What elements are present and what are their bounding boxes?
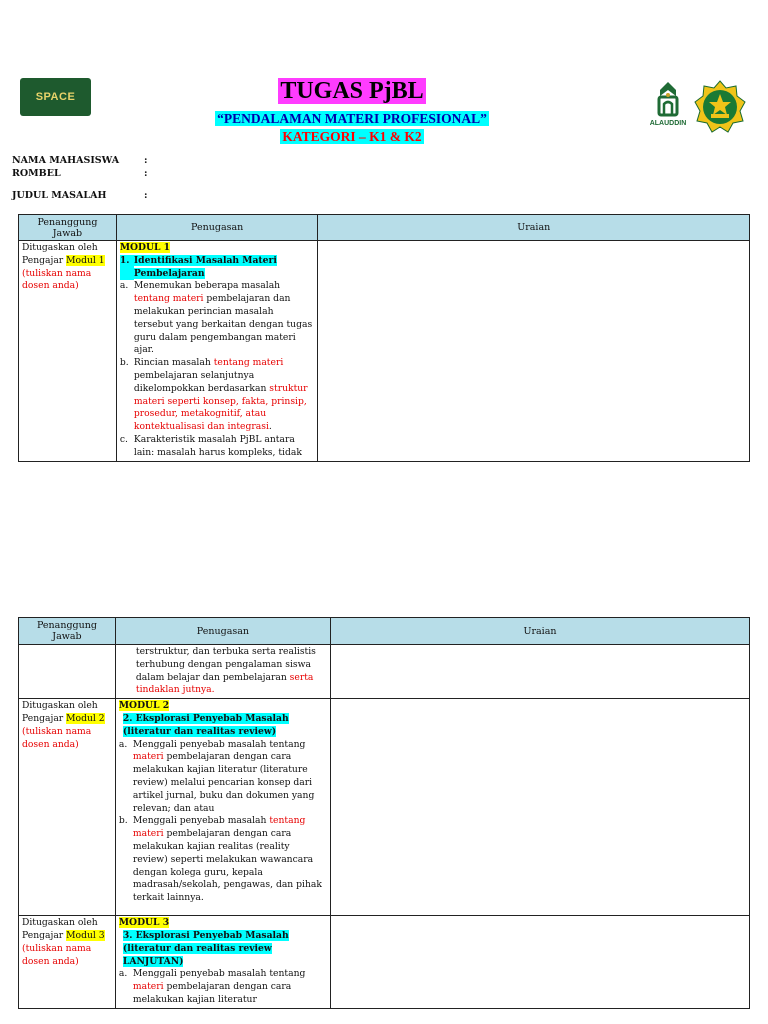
col-header-penanggung-jawab: Penanggung Jawab bbox=[19, 215, 117, 241]
modul-highlight: Modul 1 bbox=[66, 254, 105, 266]
assignment-heading bbox=[119, 713, 327, 739]
responsible-cell bbox=[19, 916, 116, 1009]
item-text: . bbox=[268, 421, 272, 433]
item-text: pembelajaran dengan cara melakukan kajian realitas (reality review) seperti melakukan wawancara dengan kolega guru, kepala madrasah/sekolah, pengawas, dan pihak terkait lainnya. bbox=[132, 828, 322, 904]
task-table-1 bbox=[18, 214, 750, 462]
task-table-2 bbox=[18, 617, 750, 1009]
judul-row bbox=[12, 190, 148, 203]
subtitle-text: “PENDALAMAN MATERI PROFESIONAL” bbox=[217, 111, 487, 126]
uraian-cell[interactable] bbox=[318, 241, 750, 462]
col-header-uraian: Uraian bbox=[330, 618, 749, 645]
responsible-cell bbox=[19, 699, 116, 916]
table-header-row bbox=[19, 215, 750, 241]
heading-text: Identifikasi Masalah Materi Pembelajaran bbox=[133, 254, 277, 279]
uraian-cell[interactable] bbox=[330, 699, 749, 916]
student-info bbox=[12, 155, 148, 203]
table-row bbox=[19, 916, 750, 1009]
rombel-row bbox=[12, 168, 148, 181]
rombel-label: ROMBEL bbox=[12, 168, 61, 179]
item-red-text: serta tindaklan jutnya. bbox=[135, 671, 314, 696]
table-header-row bbox=[19, 618, 750, 645]
responsible-text: Ditugaskan oleh Pengajar bbox=[22, 917, 98, 941]
table-row bbox=[19, 241, 750, 462]
table-row bbox=[19, 699, 750, 916]
heading-text: 2. Eksplorasi Penyebab Masalah (literatur dan realitas review) bbox=[122, 712, 289, 737]
modul-badge: MODUL 2 bbox=[118, 700, 170, 712]
nama-label: NAMA MAHASISWA bbox=[12, 155, 120, 166]
assignment-cell bbox=[115, 699, 330, 916]
item-red-text: struktur materi seperti konsep, fakta, prinsip, prosedur, metakognitif, atau kontektualisasi dan integrasi bbox=[133, 382, 308, 433]
list-item bbox=[119, 739, 327, 816]
uraian-cell[interactable] bbox=[330, 645, 749, 699]
item-text: Menggali penyebab masalah tentang bbox=[132, 968, 306, 980]
nama-row bbox=[12, 155, 148, 168]
item-text: pembelajaran dengan cara melakukan kajian literatur bbox=[132, 981, 292, 1005]
col-header-uraian: Uraian bbox=[318, 215, 750, 241]
judul-colon: : bbox=[144, 190, 148, 201]
assignment-cell bbox=[115, 916, 330, 1009]
modul-highlight: Modul 3 bbox=[66, 929, 105, 941]
col-header-penugasan: Penugasan bbox=[116, 215, 318, 241]
modul-badge: MODUL 1 bbox=[119, 242, 171, 253]
col-header-penugasan: Penugasan bbox=[115, 618, 330, 645]
item-text: pembelajaran dan melakukan perincian masalah tersebut yang berkaitan dengan tugas guru dalam pengembangan materi ajar. bbox=[133, 293, 313, 356]
item-text: Menemukan beberapa masalah bbox=[133, 280, 281, 292]
item-red-text: materi bbox=[132, 751, 164, 763]
heading-text: 3. Eksplorasi Penyebab Masalah (literatur dan realitas review LANJUTAN) bbox=[122, 929, 289, 967]
item-marker: a. bbox=[118, 968, 128, 980]
list-item bbox=[120, 434, 315, 460]
item-marker: b. bbox=[118, 815, 128, 827]
dosen-placeholder: (tuliskan nama dosen anda) bbox=[22, 942, 92, 967]
responsible-cell bbox=[19, 645, 116, 699]
responsible-text: Ditugaskan oleh Pengajar bbox=[22, 242, 98, 266]
list-item bbox=[120, 280, 315, 357]
alauddin-logo bbox=[646, 80, 690, 132]
item-red-text: materi bbox=[132, 981, 164, 993]
assignment-heading bbox=[120, 255, 315, 281]
alauddin-logo-text: ALAUDDIN bbox=[649, 120, 687, 127]
item-text: pembelajaran dengan cara melakukan kajian literatur (literature review) melalui pencarian konsep dari artikel jurnal, buku dan dokumen yang relevan; dan atau bbox=[132, 751, 315, 814]
item-text: Rincian masalah bbox=[133, 357, 214, 369]
assignment-cell bbox=[115, 645, 330, 699]
responsible-cell bbox=[19, 241, 117, 462]
col-header-penanggung-jawab: Penanggung Jawab bbox=[19, 618, 116, 645]
page-subtitle bbox=[0, 108, 704, 127]
rombel-colon: : bbox=[144, 168, 148, 179]
page-title bbox=[0, 78, 704, 105]
assignment-heading bbox=[119, 930, 327, 968]
dosen-placeholder: (tuliskan nama dosen anda) bbox=[22, 267, 92, 292]
item-text: Menggali penyebab masalah bbox=[132, 815, 270, 827]
item-marker: b. bbox=[119, 357, 129, 369]
list-item bbox=[120, 357, 315, 434]
space-logo-text: SPACE bbox=[35, 91, 76, 103]
assignment-cell bbox=[116, 241, 318, 462]
list-item bbox=[119, 968, 327, 1006]
responsible-text: Ditugaskan oleh Pengajar bbox=[22, 700, 98, 724]
modul-highlight: Modul 2 bbox=[66, 712, 105, 724]
item-red-text: tentang materi bbox=[213, 357, 284, 369]
modul-badge: MODUL 3 bbox=[118, 917, 170, 929]
item-red-text: tentang materi bbox=[132, 815, 306, 840]
kemenag-logo bbox=[693, 80, 747, 134]
item-marker: a. bbox=[118, 738, 128, 750]
dosen-placeholder: (tuliskan nama dosen anda) bbox=[22, 725, 92, 750]
kemenag-emblem-icon bbox=[693, 80, 747, 134]
list-item bbox=[119, 815, 327, 905]
item-text: Menggali penyebab masalah tentang bbox=[132, 738, 306, 750]
item-marker: c. bbox=[119, 433, 128, 445]
item-marker: a. bbox=[119, 280, 129, 292]
item-text: Karakteristik masalah PjBL antara lain: masalah harus kompleks, tidak bbox=[133, 433, 302, 458]
kategori-label bbox=[0, 126, 704, 145]
item-text: terstruktur, dan terbuka serta realistis terhubung dengan pengalaman siswa dalam belajar dan pembelajaran bbox=[135, 646, 316, 683]
judul-label: JUDUL MASALAH bbox=[12, 190, 107, 201]
uraian-cell[interactable] bbox=[330, 916, 749, 1009]
item-red-text: tentang materi bbox=[133, 293, 204, 305]
heading-number: 1. bbox=[120, 255, 134, 281]
table-row bbox=[19, 645, 750, 699]
kategori-text: KATEGORI – K1 & K2 bbox=[282, 129, 422, 144]
title-text: TUGAS PjBL bbox=[280, 78, 424, 104]
nama-colon: : bbox=[144, 155, 148, 166]
item-text: pembelajaran selanjutnya dikelompokkan berdasarkan bbox=[133, 369, 270, 394]
